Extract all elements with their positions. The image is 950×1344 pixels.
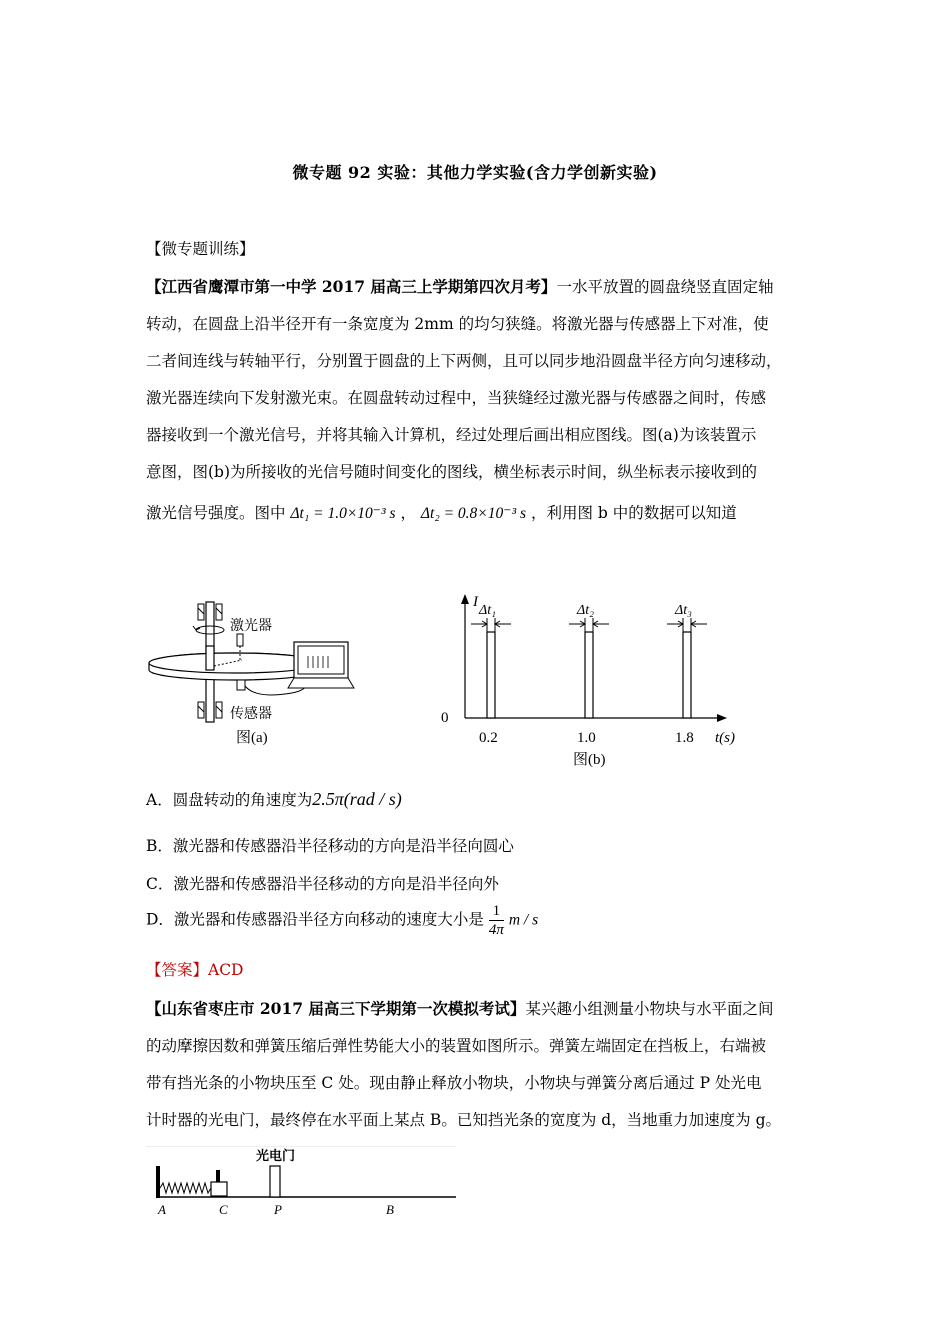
section-header: 【微专题训练】 (146, 240, 255, 258)
pulse-label-2: Δt₂ (577, 603, 594, 618)
pulse-label-3: Δt₃ (675, 603, 692, 618)
option-a: A．圆盘转动的角速度为2.5π(rad / s) (146, 789, 402, 809)
pulse-width-arrow-3 (667, 618, 707, 632)
q1-line-1: 转动，在圆盘上沿半径开有一条宽度为 2mm 的均匀狭缝。将激光器与传感器上下对准，使 (146, 315, 769, 333)
point-a-label: A (158, 1202, 166, 1217)
sensor-label: 传感器 (230, 707, 272, 722)
figure-a-caption: 图(a) (236, 730, 268, 746)
pulse-width-arrow-2 (569, 618, 609, 632)
q2-line-1: 的动摩擦因数和弹簧压缩后弹性势能大小的装置如图所示。弹簧左端固定在挡板上，右端被 (146, 1037, 767, 1055)
pulse-1 (487, 632, 495, 718)
pulse-3 (683, 632, 691, 718)
option-c: C．激光器和传感器沿半径移动的方向是沿半径向外 (146, 875, 499, 893)
q1-line-4: 器接收到一个激光信号，并将其输入计算机，经过处理后画出相应图线。图(a)为该装置示 (146, 426, 757, 444)
figure-q2 (146, 1146, 466, 1226)
q2-line-3: 计时器的光电门，最终停在水平面上某点 B。已知挡光条的宽度为 d，当地重力加速度为 g。 (146, 1111, 782, 1129)
q1-line-0: 一水平放置的圆盘绕竖直固定轴 (556, 278, 774, 296)
q1-source: 【江西省鹰潭市第一中学 2017 届高三上学期第四次月考】 (146, 277, 557, 296)
x-tick-2: 1.0 (577, 730, 596, 746)
pulse-2 (585, 632, 593, 718)
point-p-label: P (274, 1202, 282, 1217)
q1-line-5: 意图，图(b)为所接收的光信号随时间变化的图线，横坐标表示时间，纵坐标表示接收到的 (146, 463, 758, 481)
q2-line-2: 带有挡光条的小物块压至 C 处。现由静止释放小物块，小物块与弹簧分离后通过 P 处光电 (146, 1074, 762, 1092)
option-d: D．激光器和传感器沿半径方向移动的速度大小是 $\frac{1}{4\pi}$ m / s (146, 903, 539, 938)
q2-line-0: 某兴趣小组测量小物块与水平面之间 (525, 1000, 774, 1018)
x-tick-3: 1.8 (675, 730, 694, 746)
q1-line-3: 激光器连续向下发射激光束。在圆盘转动过程中，当狭缝经过激光器与传感器之间时，传感 (146, 389, 767, 407)
q2-source: 【山东省枣庄市 2017 届高三下学期第一次模拟考试】 (146, 999, 526, 1018)
pulse-label-1: Δt₁ (479, 603, 496, 618)
figure-b (435, 590, 745, 770)
point-c-label: C (219, 1202, 228, 1217)
question-1-text: 【江西省鹰潭市第一中学 2017 届高三上学期第四次月考】一水平放置的圆盘绕竖直固定轴 转动，在圆盘上沿半径开有一条宽度为 2mm 的均匀狭缝。将激光器与传感器上下对准，使 二者间连线与转轴平行，分别置于圆盘的上下两侧，且可以同步地沿圆盘半径方向匀速移动， 激光器连续向下发射激光束。在圆盘转动过程中，当狭缝经过激光器与传感器之间时，传感 器接收到一个激光信号，并将其输入计算机，经过处理后画出相应图线。图(a)为该装置示 意图，图(b)为所接收的光信号随时间变化的图线，横坐标表示时间，纵坐标表示接收到的 激光信号强度。图中 Δt₁ = 1.0×10⁻³ s ， Δt₂ = 0.8×10⁻³ s ，利用图 b 中的数据可以知道 (146, 268, 810, 536)
q1-line-2: 二者间连线与转轴平行，分别置于圆盘的上下两侧，且可以同步地沿圆盘半径方向匀速移动， (146, 352, 782, 370)
q1-last-line-suffix: ，利用图 b 中的数据可以知道 (530, 504, 737, 522)
origin-label: 0 (441, 710, 449, 726)
figure-b-caption: 图(b) (573, 752, 606, 768)
laser-label: 激光器 (230, 619, 272, 634)
page-title: 微专题 92 实验：其他力学实验(含力学创新实验) (292, 163, 658, 182)
option-a-math: 2.5π(rad / s) (312, 789, 402, 809)
delta-t1-formula: Δt₁ = 1.0×10⁻³ s (290, 505, 396, 522)
q1-last-line-prefix: 激光信号强度。图中 (146, 504, 286, 522)
x-axis-label: t(s) (715, 730, 735, 746)
delta-t2-formula: Δt₂ = 0.8×10⁻³ s (420, 505, 526, 522)
pulse-width-arrow-1 (471, 618, 511, 632)
photogate-label: 光电门 (256, 1148, 296, 1163)
answer: 【答案】ACD (146, 961, 244, 979)
option-b: B．激光器和传感器沿半径移动的方向是沿半径向圆心 (146, 837, 514, 855)
x-tick-1: 0.2 (479, 730, 498, 746)
y-axis-label: I (473, 594, 478, 610)
point-b-label: B (386, 1202, 394, 1217)
figure-a (140, 590, 370, 760)
option-d-fraction: $\frac{1}{4\pi}$ (488, 903, 504, 938)
question-2-text (146, 990, 810, 1139)
